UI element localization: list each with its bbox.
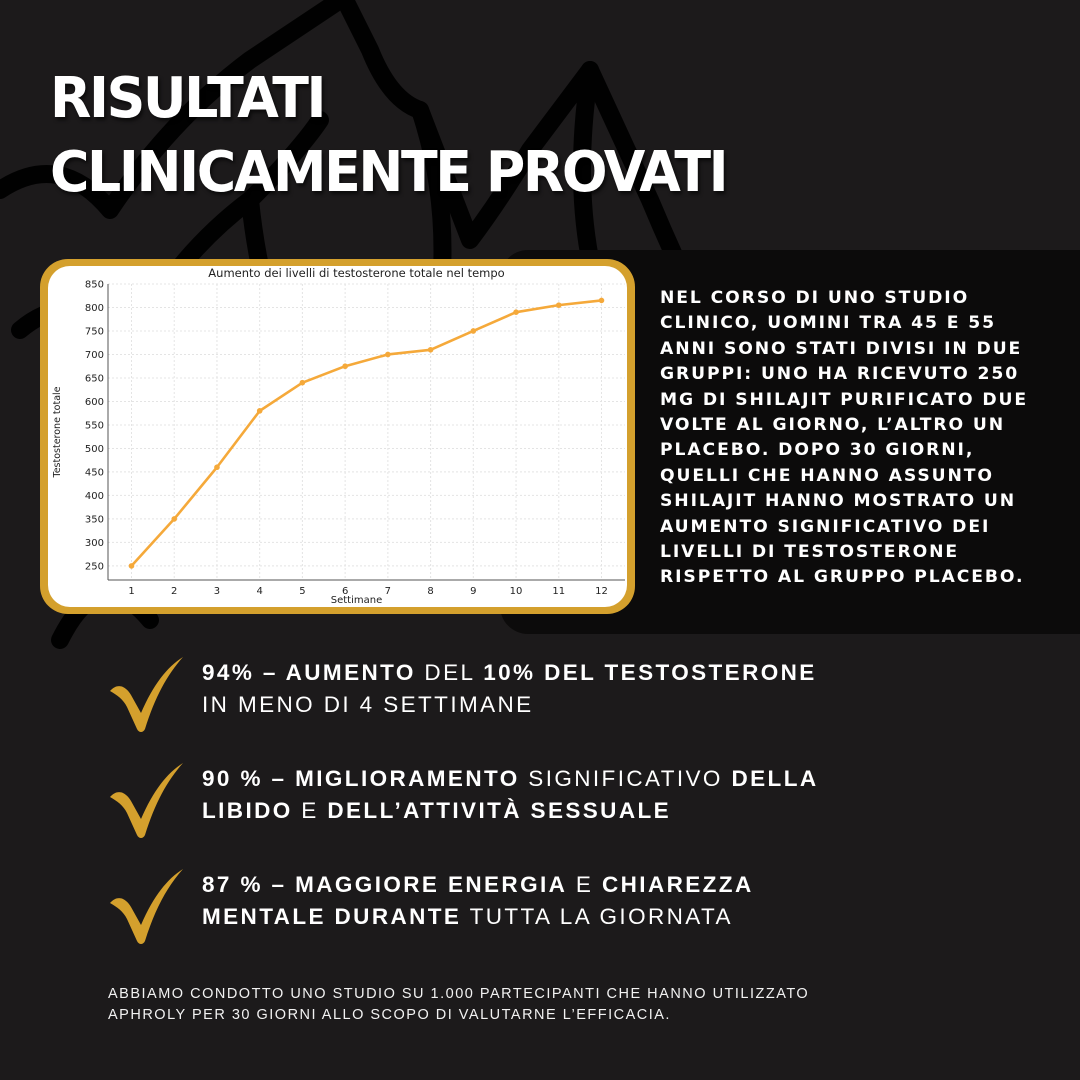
x-tick-label: 8 <box>427 586 434 597</box>
data-point <box>471 328 477 334</box>
emphasis-text: LIBIDO <box>202 798 293 823</box>
description-line: NEL CORSO DI UNO STUDIO <box>660 288 970 308</box>
check-icon <box>105 655 185 733</box>
y-tick-label: 300 <box>84 537 104 549</box>
check-icon <box>105 867 185 945</box>
x-axis-label: Settimane <box>330 595 383 606</box>
data-point <box>300 380 306 386</box>
y-tick-label: 700 <box>84 349 104 361</box>
x-tick-label: 2 <box>171 586 178 597</box>
description-line: GRUPPI: UNO HA RICEVUTO 250 <box>660 364 1020 385</box>
y-tick-label: 850 <box>84 279 104 291</box>
data-point <box>599 298 605 304</box>
x-tick-label: 4 <box>256 586 263 597</box>
x-tick-label: 3 <box>213 586 221 597</box>
data-point <box>513 309 519 315</box>
emphasis-text: 87 % – MAGGIORE ENERGIA <box>202 872 568 897</box>
regular-text: DEL <box>415 660 484 685</box>
emphasis-text: 94% – <box>202 660 286 685</box>
emphasis-text: MENTALE DURANTE <box>202 904 462 929</box>
result-text <box>202 869 754 933</box>
result-line2 <box>202 689 817 721</box>
emphasis-text: CHIAREZZA <box>602 872 754 897</box>
emphasis-text: 90 % – MIGLIORAMENTO <box>202 766 520 791</box>
result-text <box>202 657 817 721</box>
description-line: AUMENTO SIGNIFICATIVO DEI <box>660 516 991 537</box>
description-line: CLINICO, UOMINI TRA 45 E 55 <box>660 313 997 334</box>
y-tick-label: 350 <box>84 514 104 526</box>
result-text <box>202 763 819 827</box>
data-point <box>385 352 391 358</box>
description-line: LIVELLI DI TESTOSTERONE <box>660 542 960 563</box>
result-line1 <box>202 763 819 795</box>
study-description <box>660 286 1040 591</box>
data-point <box>257 408 263 414</box>
description-line: QUELLI CHE HANNO ASSUNTO <box>660 465 994 486</box>
footer-line-1: ABBIAMO CONDOTTO UNO STUDIO SU 1.000 PARTECIPANTI CHE HANNO UTILIZZATO <box>108 986 810 1002</box>
check-icon <box>105 761 185 839</box>
emphasis-text: DELLA <box>731 766 819 791</box>
data-point <box>342 363 348 369</box>
x-tick-label: 5 <box>299 586 306 597</box>
regular-text: E <box>292 798 328 823</box>
description-line: PLACEBO. DOPO 30 GIORNI, <box>660 440 975 461</box>
x-tick-label: 1 <box>128 586 135 597</box>
result-line2 <box>202 901 754 933</box>
x-tick-label: 10 <box>509 586 523 597</box>
result-line1 <box>202 657 817 689</box>
y-tick-label: 800 <box>84 302 104 314</box>
emphasis-text: 10% DEL TESTOSTERONE <box>483 660 817 685</box>
x-tick-label: 9 <box>470 586 477 597</box>
y-axis-label: Testosterone totale <box>52 386 63 478</box>
y-tick-label: 400 <box>84 490 104 502</box>
description-line: ANNI SONO STATI DIVISI IN DUE <box>660 338 1023 359</box>
emphasis-text: AUMENTO <box>285 660 416 685</box>
chart-canvas <box>48 266 627 607</box>
x-tick-label: 6 <box>341 586 349 597</box>
page-title <box>50 62 726 210</box>
y-tick-label: 600 <box>84 396 104 408</box>
x-tick-label: 12 <box>595 586 608 597</box>
footer-line-2: APHROLY PER 30 GIORNI ALLO SCOPO DI VALUTARNE L’EFFICACIA. <box>108 1007 671 1023</box>
data-point <box>214 464 220 470</box>
footer-note <box>108 984 809 1026</box>
testosterone-line-chart <box>48 266 627 607</box>
description-line: SHILAJIT HANNO MOSTRATO UN <box>660 491 1017 512</box>
y-tick-label: 550 <box>84 420 104 432</box>
data-point <box>171 516 177 522</box>
y-tick-label: 650 <box>84 373 104 385</box>
regular-text: E <box>567 872 602 897</box>
regular-text: TUTTA LA GIORNATA <box>461 904 733 929</box>
emphasis-text: DELL’ATTIVITÀ SESSUALE <box>327 798 672 823</box>
title-line-2: CLINICAMENTE PROVATI <box>50 140 727 205</box>
y-tick-label: 500 <box>84 443 104 455</box>
x-tick-label: 11 <box>552 586 566 597</box>
description-line: RISPETTO AL GRUPPO PLACEBO. <box>660 567 1025 588</box>
data-point <box>556 302 562 308</box>
x-tick-label: 7 <box>384 586 392 597</box>
data-point <box>129 563 135 569</box>
y-tick-label: 450 <box>84 467 104 479</box>
chart-title: Aumento dei livelli di testosterone totale nel tempo <box>208 266 505 280</box>
y-tick-label: 250 <box>84 561 104 573</box>
title-line-1: RISULTATI <box>50 66 325 131</box>
regular-text: SIGNIFICATIVO <box>519 766 732 791</box>
data-line <box>132 300 602 565</box>
result-line1 <box>202 869 754 901</box>
chart-card <box>40 259 635 614</box>
data-point <box>428 347 434 353</box>
description-line: VOLTE AL GIORNO, L’ALTRO UN <box>660 415 1006 436</box>
description-line: MG DI SHILAJIT PURIFICATO DUE <box>660 389 1029 410</box>
result-line2 <box>202 795 819 827</box>
regular-text: IN MENO DI 4 SETTIMANE <box>202 692 534 717</box>
y-tick-label: 750 <box>84 326 104 338</box>
